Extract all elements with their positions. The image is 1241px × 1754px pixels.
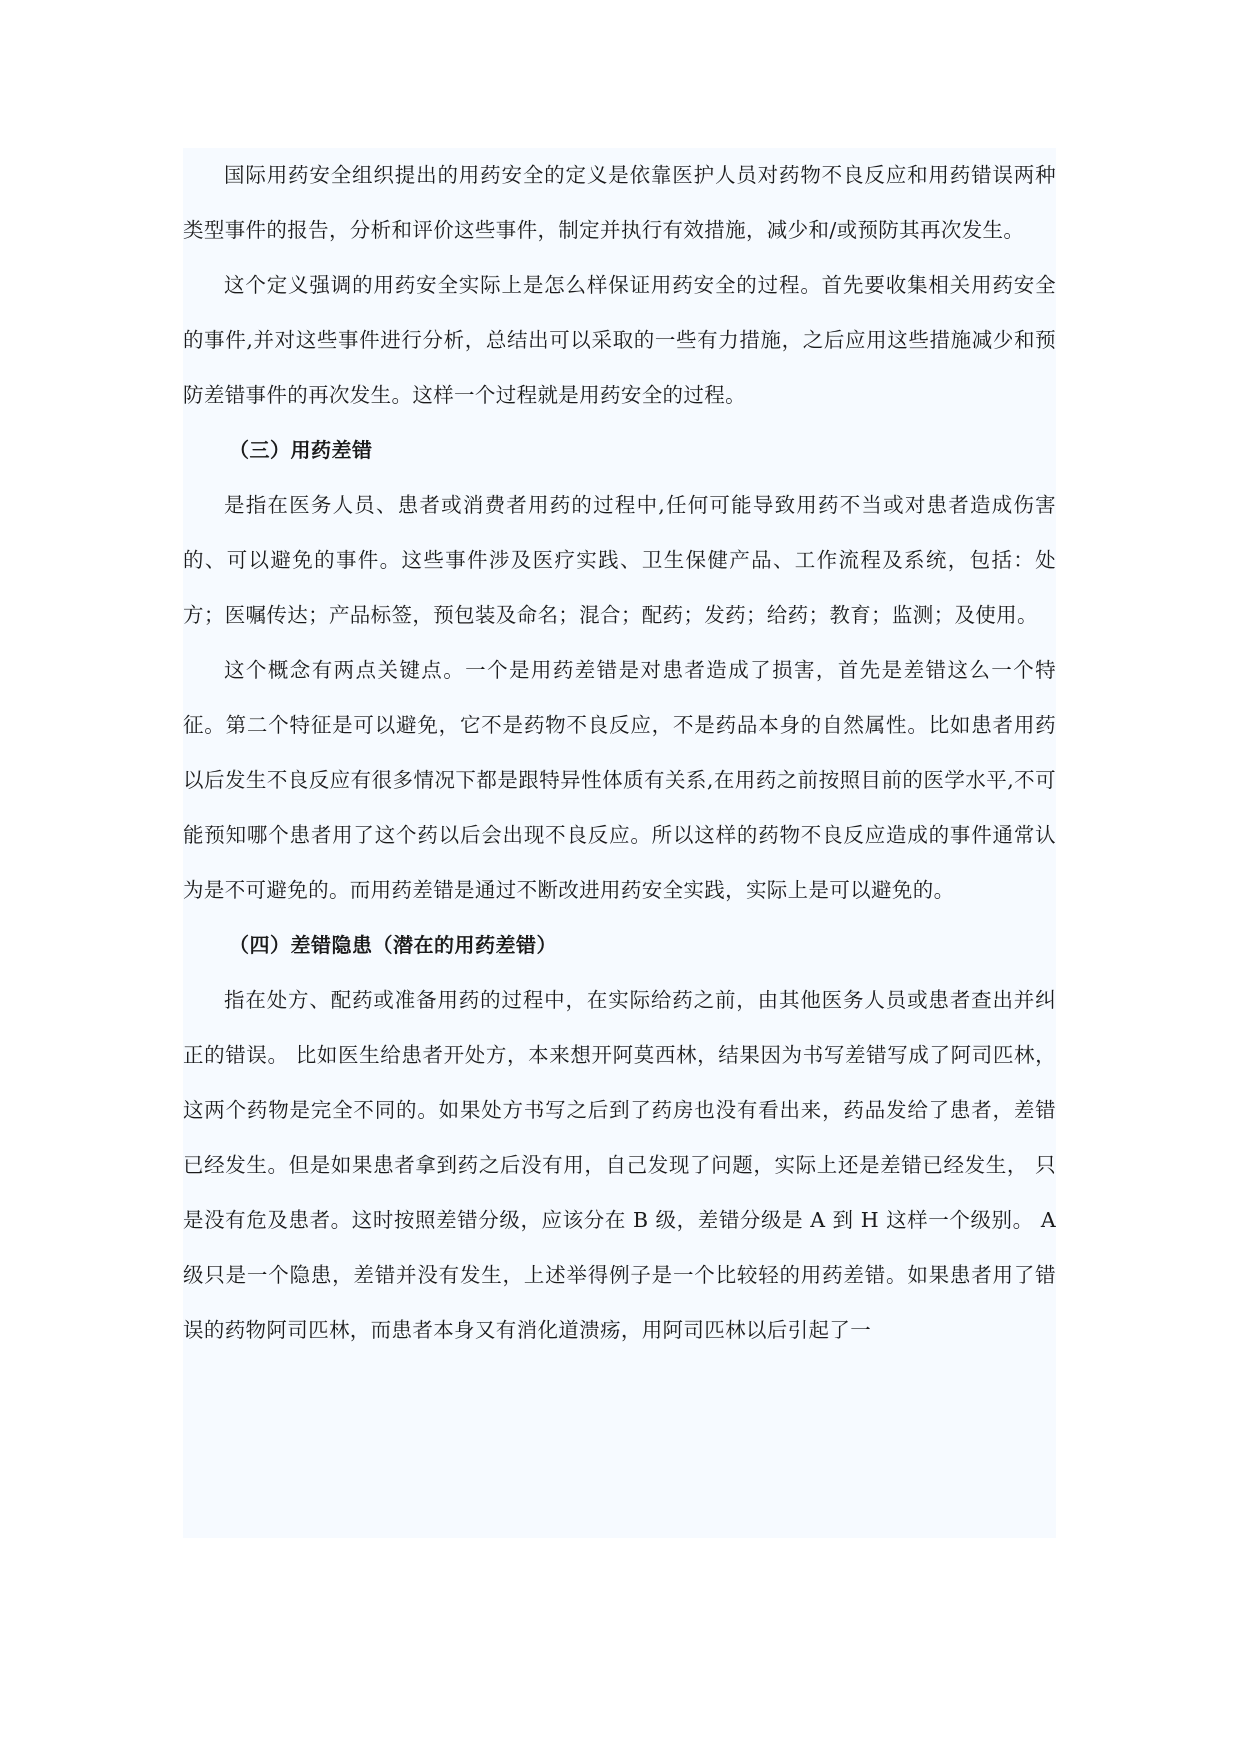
paragraph-medication-safety-definition: 国际用药安全组织提出的用药安全的定义是依靠医护人员对药物不良反应和用药错误两种类型事件的报告，分析和评价这些事件，制定并执行有效措施，减少和/或预防其再次发生。 (183, 163, 1056, 242)
document-body (183, 148, 1056, 1538)
section-heading-medication-error: （三）用药差错 (229, 438, 373, 462)
paragraph-key-points: 这个概念有两点关键点。一个是用药差错是对患者造成了损害，首先是差错这么一个特征。第二个特征是可以避免，它不是药物不良反应，不是药品本身的自然属性。比如患者用药以后发生不良反应有很多情况下都是跟特异性体质有关系,在用药之前按照目前的医学水平,不可能预知哪个患者用了这个药以后会出现不良反应。所以这样的药物不良反应造成的事件通常认为是不可避免的。而用药差错是通过不断改进用药安全实践，实际上是可以避免的。 (183, 658, 1056, 902)
paragraph-medication-error-definition: 是指在医务人员、患者或消费者用药的过程中,任何可能导致用药不当或对患者造成伤害的、可以避免的事件。这些事件涉及医疗实践、卫生保健产品、工作流程及系统，包括：处方；医嘱传达；产品标签，预包装及命名；混合；配药；发药；给药；教育；监测；及使用。 (183, 493, 1056, 627)
section-heading-potential-error: （四）差错隐患（潜在的用药差错） (229, 933, 557, 957)
paragraph-potential-error-definition: 指在处方、配药或准备用药的过程中，在实际给药之前，由其他医务人员或患者查出并纠正的错误。 比如医生给患者开处方，本来想开阿莫西林，结果因为书写差错写成了阿司匹林，这两个药物是完全不同的。如果处方书写之后到了药房也没有看出来，药品发给了患者，差错已经发生。但是如果患者拿到药之后没有用，自己发现了问题，实际上还是差错已经发生， 只是没有危及患者。这时按照差错分级，应该分在 B 级，差错分级是 A 到 H 这样一个级别。 A 级只是一个隐患，差错并没有发生，上述举得例子是一个比较轻的用药差错。如果患者用了错误的药物阿司匹林，而患者本身又有消化道溃疡，用阿司匹林以后引起了一 (183, 988, 1056, 1342)
paragraph-definition-explanation: 这个定义强调的用药安全实际上是怎么样保证用药安全的过程。首先要收集相关用药安全的事件,并对这些事件进行分析，总结出可以采取的一些有力措施，之后应用这些措施减少和预防差错事件的再次发生。这样一个过程就是用药安全的过程。 (183, 273, 1056, 407)
